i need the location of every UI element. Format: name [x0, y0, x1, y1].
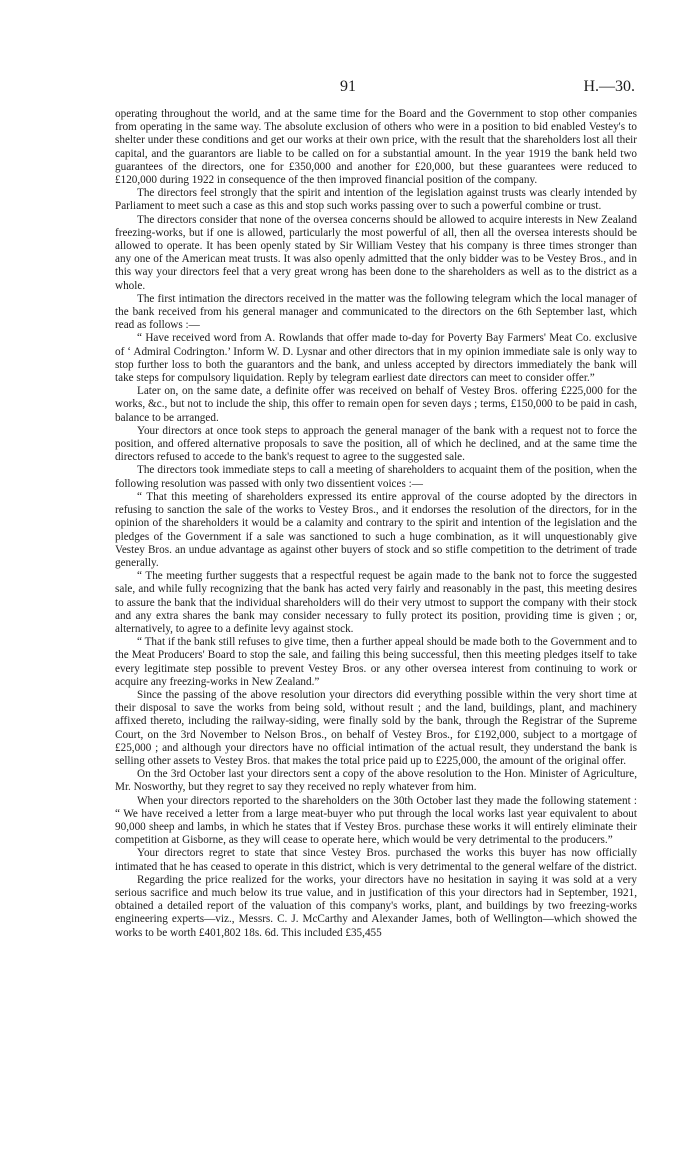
paragraph: The directors consider that none of the oversea concerns should be allowed to acquire interests in New Zealand freezing-works, but if one is allowed, particularly the most powerful of all, then all the oversea interests should be allowed to operate. It has been openly stated by Sir William Vestey that his company is three times stronger than any one of the American meat trusts. It was also openly admitted that the only bidder was to be Vestey Bros., and in this way your directors feel that a very great wrong has been done to the shareholders as well as to the district as a whole.: [115, 213, 637, 292]
body-text: [115, 108, 637, 940]
page-number: 91: [340, 78, 356, 95]
quoted-telegram: “ Have received word from A. Rowlands that offer made to-day for Poverty Bay Farmers' Meat Co. exclusive of ‘ Admiral Codrington.’ Inform W. D. Lysnar and other directors that in my opinion immediate sale is only way to stop further loss to both the guarantors and the bank, and unless accepted by directors immediately the bank will take steps for compulsory liquidation. Reply by telegram earliest date directors can meet to consider offer.”: [115, 332, 637, 385]
paragraph: Regarding the price realized for the works, your directors have no hesitation in saying it was sold at a very serious sacrifice and much below its true value, and in justification of this your directors had in September, 1921, obtained a detailed report of the valuation of this company's works, plant, and buildings by two freezing-works engineering experts—viz., Messrs. C. J. McCarthy and Alexander James, both of Wellington—which showed the works to be worth £401,802 18s. 6d. This included £35,455: [115, 873, 637, 939]
paragraph: On the 3rd October last your directors sent a copy of the above resolution to the Hon. Minister of Agriculture, Mr. Nosworthy, but they regret to say they received no reply whatever from him.: [115, 768, 637, 794]
paragraph: The first intimation the directors received in the matter was the following telegram which the local manager of the bank received from his general manager and communicated to the directors on the 6th September last, which read as follows :—: [115, 292, 637, 332]
resolution-paragraph: “ The meeting further suggests that a respectful request be again made to the bank not to force the suggested sale, and while fully recognizing that the bank has acted very fairly and reasonably in the past, this meeting desires to assure the bank that the individual shareholders will do their very utmost to support the company with their stock and any extra shares the bank may consider necessary to fully protect its position, providing time is given ; or, alternatively, to agree to a definite levy against stock.: [115, 570, 637, 635]
paragraph: Later on, on the same date, a definite offer was received on behalf of Vestey Bros. offering £225,000 for the works, &c., but not to include the ship, this offer to remain open for seven days ; terms, £150,000 to be paid in cash, balance to be arranged.: [115, 385, 637, 424]
paragraph: Your directors regret to state that since Vestey Bros. purchased the works this buyer has now officially intimated that he has ceased to operate in this district, which is very detrimental to the general welfare of the district.: [115, 847, 637, 873]
page-header: [0, 78, 700, 102]
paragraph: Your directors at once took steps to approach the general manager of the bank with a request not to force the position, and offered alternative proposals to save the position, all of which he declined, and at the same time the directors refused to accede to the bank's request to agree to the suggested sale.: [115, 424, 637, 464]
paragraph: When your directors reported to the shareholders on the 30th October last they made the following statement : “ We have received a letter from a large meat-buyer who put through the local works last year equivalent to about 90,000 sheep and lambs, in which he states that if Vestey Bros. purchase these works it will entirely eliminate their competition at Gisborne, as they will cease to operate here, which would be very detrimental to the producers.”: [115, 794, 637, 847]
document-reference: H.—30.: [583, 78, 635, 95]
resolution-paragraph: “ That if the bank still refuses to give time, then a further appeal should be made both to the Government and to the Meat Producers' Board to stop the sale, and failing this being successful, then this meeting pledges itself to take every legitimate step possible to prevent Vestey Bros. or any other oversea interest from continuing to work or acquire any freezing-works in New Zealand.”: [115, 636, 637, 688]
paragraph: The directors took immediate steps to call a meeting of shareholders to acquaint them of the position, when the following resolution was passed with only two dissentient voices :—: [115, 464, 637, 490]
paragraph: Since the passing of the above resolution your directors did everything possible within the very short time at their disposal to save the works from being sold, without result ; and the land, buildings, plant, and machinery affixed thereto, including the railway-siding, were finally sold by the bank, through the Registrar of the Supreme Court, on the 3rd November to Nelson Bros., on behalf of Vestey Bros., for £192,000, subject to a mortgage of £25,000 ; and although your directors have no official intimation of the actual result, they understand the bank is selling other assets to Vestey Bros. that makes the total price paid up to £225,000, the amount of the original offer.: [115, 688, 637, 767]
paragraph: The directors feel strongly that the spirit and intention of the legislation against trusts was clearly intended by Parliament to meet such a case as this and stop such works passing over to such a powerful combine or trust.: [115, 187, 637, 213]
resolution-paragraph: “ That this meeting of shareholders expressed its entire approval of the course adopted by the directors in refusing to sanction the sale of the works to Vestey Bros., and it endorses the resolution of the directors, for in the opinion of the shareholders it would be a calamity and contrary to the spirit and intention of the legislation and the pledges of the Government if a sale was sanctioned to such a huge combination, as it will unquestionably give Vestey Bros. an undue advantage as against other buyers of stock and so stifle competition to the detriment of trade generally.: [115, 490, 637, 569]
paragraph: operating throughout the world, and at the same time for the Board and the Government to stop other companies from operating in the same way. The absolute exclusion of others who were in a position to bid enabled Vestey's to shelter under these conditions and get our works at their own price, with the result that the shareholders lost all their capital, and the guarantors are liable to be called on for a substantial amount. In the year 1919 the bank held two guarantees of the directors, one for £350,000 and another for £20,000, but these guarantees were reduced to £120,000 during 1922 in consequence of the then improved financial position of the company.: [115, 108, 637, 187]
